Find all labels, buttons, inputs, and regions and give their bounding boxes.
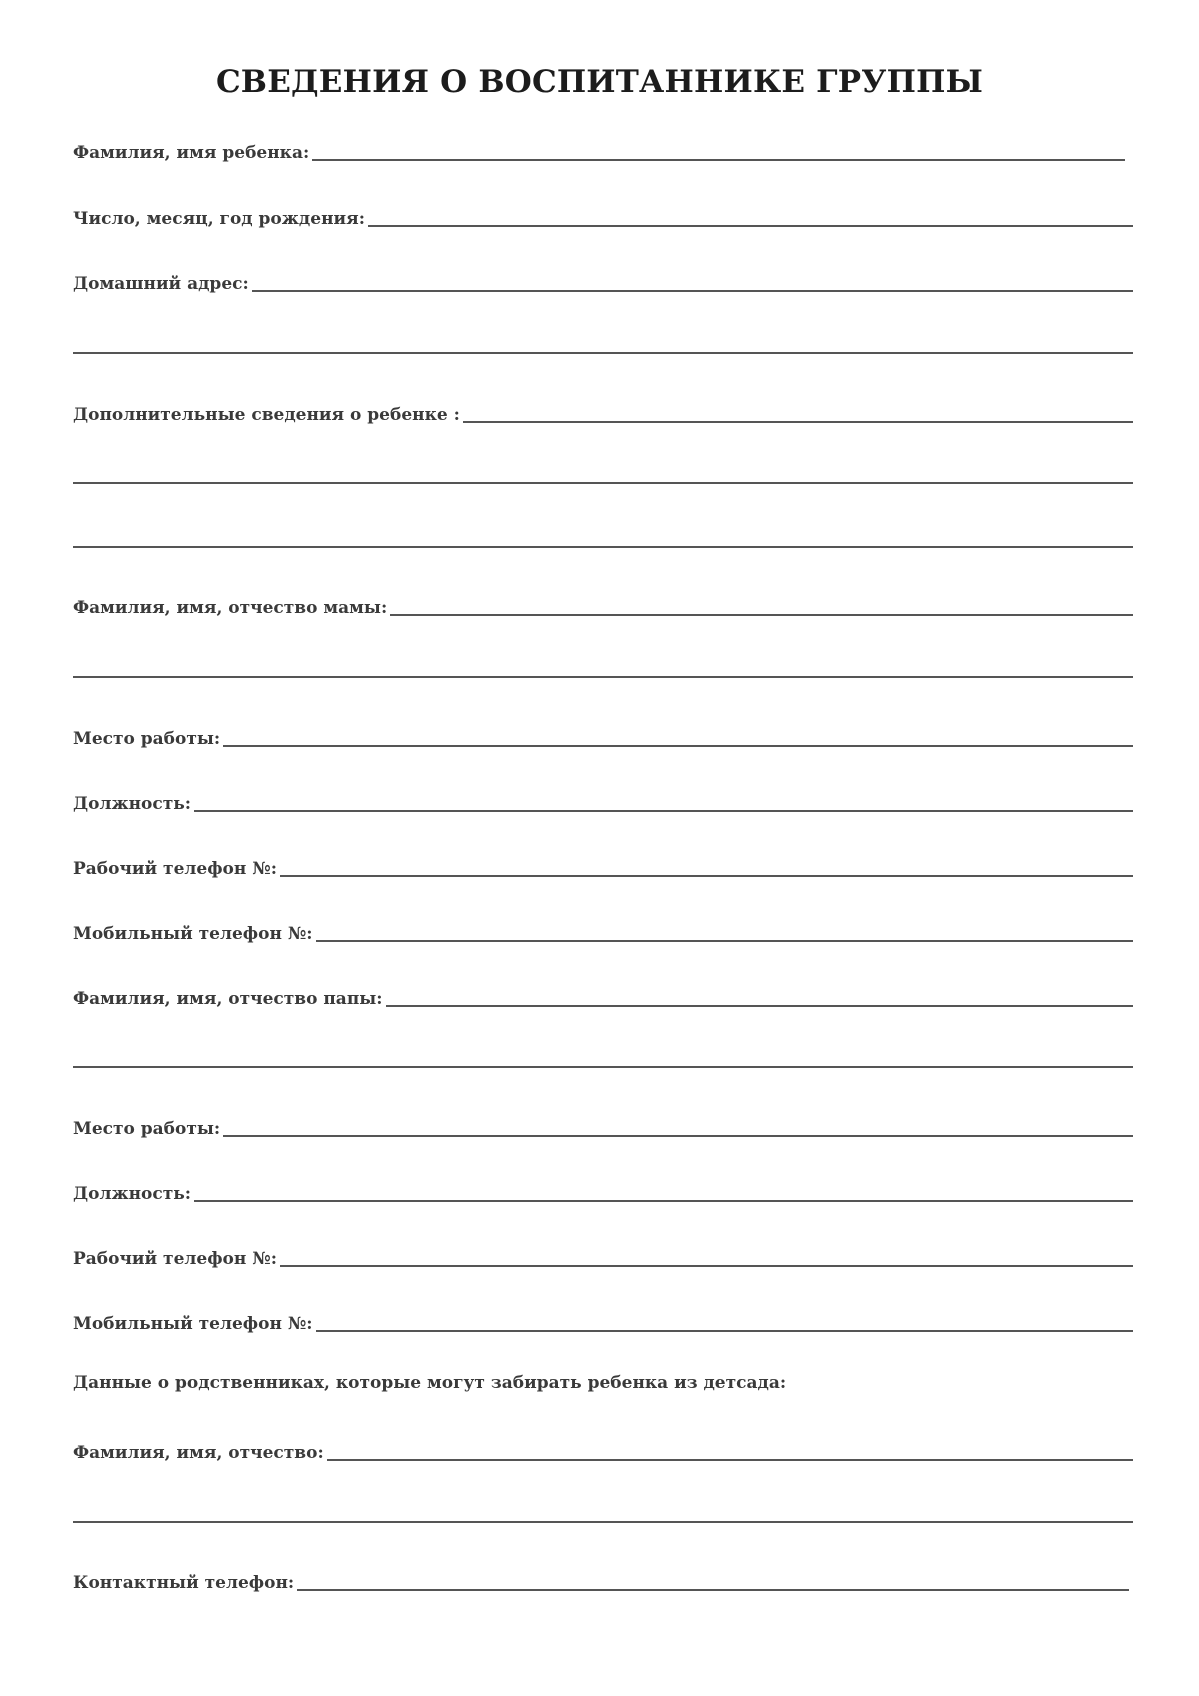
father-work-label: Место работы:	[73, 1119, 221, 1139]
child-birth-line[interactable]	[368, 225, 1133, 227]
father-mobile-phone-label: Мобильный телефон №:	[73, 1314, 313, 1334]
child-birth-field[interactable]	[73, 200, 1133, 230]
relative-phone-field[interactable]	[73, 1564, 1129, 1594]
form-title: СВЕДЕНИЯ О ВОСПИТАННИКЕ ГРУППЫ	[215, 64, 984, 100]
mother-mobile-phone-label: Мобильный телефон №:	[73, 924, 313, 944]
home-address-field[interactable]	[73, 265, 1133, 295]
father-name-label: Фамилия, имя, отчество папы:	[73, 989, 383, 1009]
father-work-phone-field[interactable]	[73, 1240, 1133, 1270]
father-work-phone-line[interactable]	[280, 1265, 1133, 1267]
child-birth-label: Число, месяц, год рождения:	[73, 209, 365, 229]
mother-name-line[interactable]	[390, 614, 1133, 616]
mother-mobile-phone-line[interactable]	[316, 940, 1133, 942]
father-mobile-phone-line[interactable]	[316, 1330, 1133, 1332]
child-name-label: Фамилия, имя ребенка:	[73, 143, 310, 163]
father-position-label: Должность:	[73, 1184, 192, 1204]
mother-work-phone-field[interactable]	[73, 850, 1133, 880]
mother-work-line[interactable]	[223, 745, 1133, 747]
father-name-field[interactable]	[73, 980, 1133, 1010]
child-extra-line-3[interactable]	[73, 546, 1133, 548]
mother-position-field[interactable]	[73, 785, 1133, 815]
child-extra-label: Дополнительные сведения о ребенке :	[73, 405, 460, 425]
relative-phone-label: Контактный телефон:	[73, 1573, 295, 1593]
child-name-field[interactable]	[73, 134, 1125, 164]
father-name-line[interactable]	[386, 1005, 1133, 1007]
mother-position-line[interactable]	[194, 810, 1133, 812]
relative-name-field[interactable]	[73, 1434, 1133, 1464]
child-name-line[interactable]	[312, 159, 1125, 161]
mother-name-field[interactable]	[73, 589, 1133, 619]
mother-name-label: Фамилия, имя, отчество мамы:	[73, 598, 388, 618]
father-work-field[interactable]	[73, 1110, 1133, 1140]
mother-position-label: Должность:	[73, 794, 192, 814]
relative-name-line[interactable]	[327, 1459, 1133, 1461]
home-address-extra-line[interactable]	[73, 352, 1133, 354]
father-position-field[interactable]	[73, 1175, 1133, 1205]
relative-name-label: Фамилия, имя, отчество:	[73, 1443, 324, 1463]
mother-work-field[interactable]	[73, 720, 1133, 750]
child-extra-field[interactable]	[73, 396, 1133, 426]
father-work-line[interactable]	[223, 1135, 1133, 1137]
mother-mobile-phone-field[interactable]	[73, 915, 1133, 945]
relatives-heading: Данные о родственниках, которые могут забирать ребенка из детсада:	[73, 1373, 787, 1393]
mother-name-extra-line[interactable]	[73, 676, 1133, 678]
father-work-phone-label: Рабочий телефон №:	[73, 1249, 277, 1269]
relative-phone-line[interactable]	[297, 1589, 1129, 1591]
relative-name-extra-line[interactable]	[73, 1521, 1133, 1523]
home-address-label: Домашний адрес:	[73, 274, 249, 294]
father-position-line[interactable]	[194, 1200, 1133, 1202]
child-extra-line[interactable]	[463, 421, 1133, 423]
home-address-line[interactable]	[252, 290, 1133, 292]
mother-work-label: Место работы:	[73, 729, 221, 749]
mother-work-phone-label: Рабочий телефон №:	[73, 859, 277, 879]
child-extra-line-2[interactable]	[73, 482, 1133, 484]
father-mobile-phone-field[interactable]	[73, 1305, 1133, 1335]
father-name-extra-line[interactable]	[73, 1066, 1133, 1068]
mother-work-phone-line[interactable]	[280, 875, 1133, 877]
